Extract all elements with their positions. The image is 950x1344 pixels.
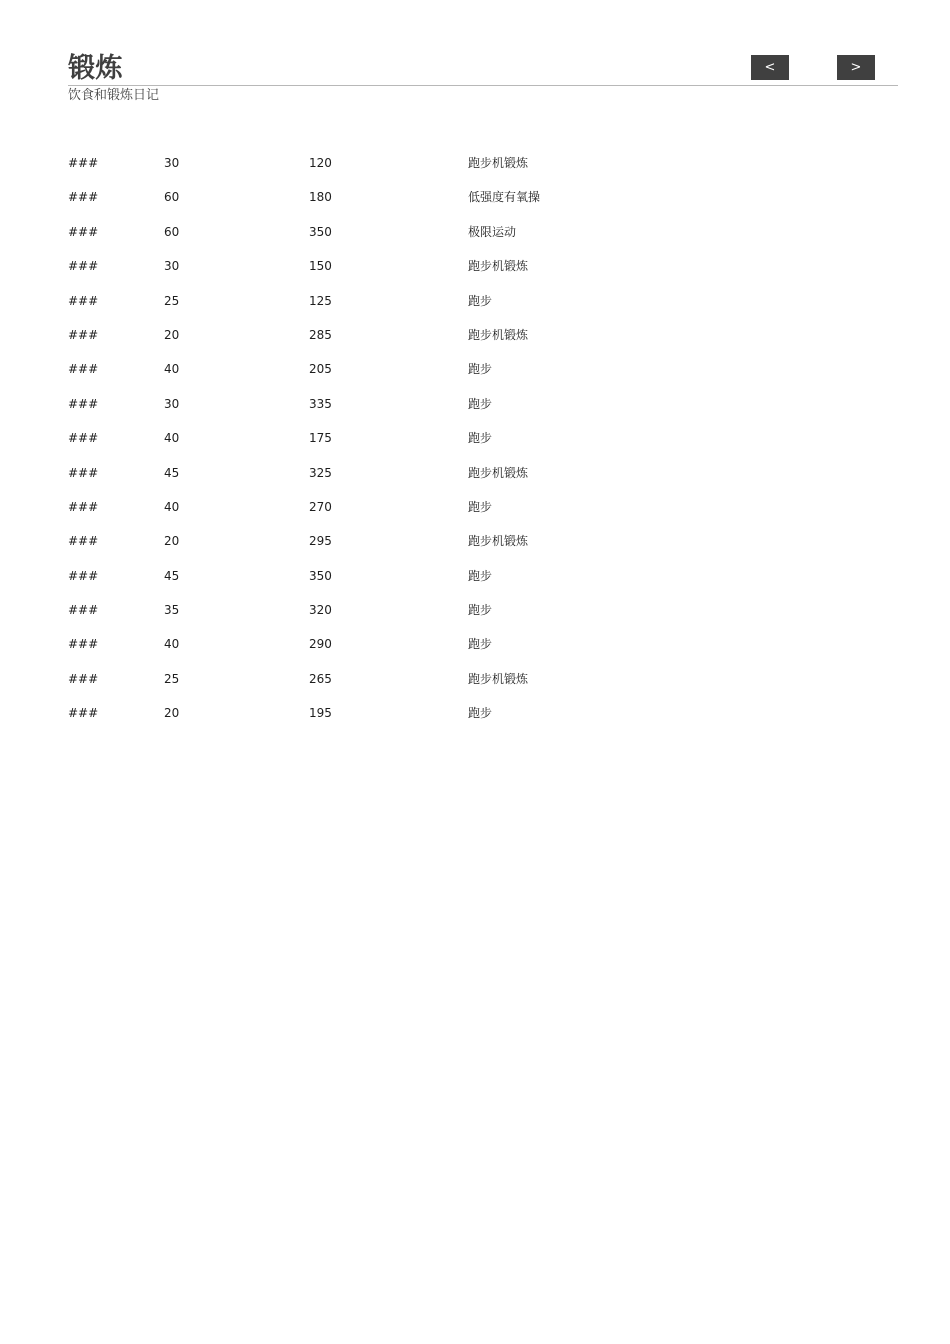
minutes-cell: 60	[164, 224, 180, 239]
date-cell: ###	[68, 637, 99, 652]
table-row	[68, 387, 668, 421]
table-row	[68, 662, 668, 696]
exercise-type-cell: 跑步机锻炼	[468, 534, 529, 549]
minutes-cell: 25	[164, 293, 180, 308]
date-cell: ###	[68, 327, 99, 342]
exercise-type-cell: 跑步	[468, 499, 493, 514]
calories-cell: 295	[309, 534, 332, 549]
minutes-cell: 45	[164, 465, 180, 480]
date-cell: ###	[68, 706, 99, 721]
date-cell: ###	[68, 362, 99, 377]
date-cell: ###	[68, 224, 99, 239]
calories-cell: 320	[309, 603, 332, 618]
exercise-type-cell: 跑步机锻炼	[468, 259, 529, 274]
minutes-cell: 40	[164, 637, 180, 652]
calories-cell: 180	[309, 190, 332, 205]
table-row	[68, 593, 668, 627]
calories-cell: 265	[309, 671, 332, 686]
table-row	[68, 146, 668, 180]
calories-cell: 175	[309, 431, 332, 446]
page-title: 锻炼	[68, 53, 123, 84]
minutes-cell: 60	[164, 190, 180, 205]
title-divider	[68, 85, 898, 86]
table-row	[68, 284, 668, 318]
table-row	[68, 249, 668, 283]
minutes-cell: 40	[164, 499, 180, 514]
minutes-cell: 45	[164, 568, 180, 583]
table-row	[68, 421, 668, 455]
page-subtitle: 饮食和锻炼日记	[68, 88, 160, 103]
calories-cell: 350	[309, 224, 332, 239]
calories-cell: 120	[309, 156, 332, 170]
exercise-type-cell: 跑步	[468, 637, 493, 652]
date-cell: ###	[68, 396, 99, 411]
table-row	[68, 490, 668, 524]
next-button[interactable]: >	[837, 55, 875, 80]
date-cell: ###	[68, 259, 99, 274]
calories-cell: 195	[309, 706, 332, 721]
date-cell: ###	[68, 465, 99, 480]
exercise-type-cell: 跑步	[468, 293, 493, 308]
date-cell: ###	[68, 431, 99, 446]
exercise-type-cell: 跑步	[468, 568, 493, 583]
calories-cell: 150	[309, 259, 332, 274]
date-cell: ###	[68, 671, 99, 686]
exercise-type-cell: 跑步	[468, 431, 493, 446]
exercise-type-cell: 跑步	[468, 362, 493, 377]
date-cell: ###	[68, 568, 99, 583]
calories-cell: 350	[309, 568, 332, 583]
minutes-cell: 30	[164, 156, 180, 170]
table-row	[68, 696, 668, 730]
date-cell: ###	[68, 190, 99, 205]
exercise-type-cell: 跑步	[468, 396, 493, 411]
date-cell: ###	[68, 603, 99, 618]
minutes-cell: 30	[164, 259, 180, 274]
minutes-cell: 30	[164, 396, 180, 411]
exercise-type-cell: 跑步	[468, 603, 493, 618]
date-cell: ###	[68, 156, 99, 170]
table-row	[68, 559, 668, 593]
exercise-type-cell: 跑步机锻炼	[468, 671, 529, 686]
minutes-cell: 35	[164, 603, 180, 618]
calories-cell: 285	[309, 327, 332, 342]
exercise-type-cell: 跑步机锻炼	[468, 327, 529, 342]
table-row	[68, 318, 668, 352]
date-cell: ###	[68, 293, 99, 308]
minutes-cell: 20	[164, 534, 180, 549]
date-cell: ###	[68, 499, 99, 514]
date-cell: ###	[68, 534, 99, 549]
exercise-type-cell: 跑步机锻炼	[468, 156, 529, 170]
exercise-log-table	[68, 146, 668, 731]
table-row	[68, 524, 668, 558]
calories-cell: 205	[309, 362, 332, 377]
exercise-type-cell: 低强度有氧操	[468, 190, 541, 205]
table-row	[68, 456, 668, 490]
calories-cell: 270	[309, 499, 332, 514]
calories-cell: 335	[309, 396, 332, 411]
minutes-cell: 40	[164, 362, 180, 377]
calories-cell: 325	[309, 465, 332, 480]
calories-cell: 290	[309, 637, 332, 652]
calories-cell: 125	[309, 293, 332, 308]
table-row	[68, 180, 668, 214]
table-row	[68, 215, 668, 249]
previous-button[interactable]: <	[751, 55, 789, 80]
table-row	[68, 627, 668, 661]
exercise-type-cell: 跑步机锻炼	[468, 465, 529, 480]
minutes-cell: 25	[164, 671, 180, 686]
exercise-type-cell: 极限运动	[468, 224, 517, 239]
exercise-type-cell: 跑步	[468, 706, 493, 721]
minutes-cell: 20	[164, 327, 180, 342]
table-row	[68, 352, 668, 386]
minutes-cell: 40	[164, 431, 180, 446]
minutes-cell: 20	[164, 706, 180, 721]
